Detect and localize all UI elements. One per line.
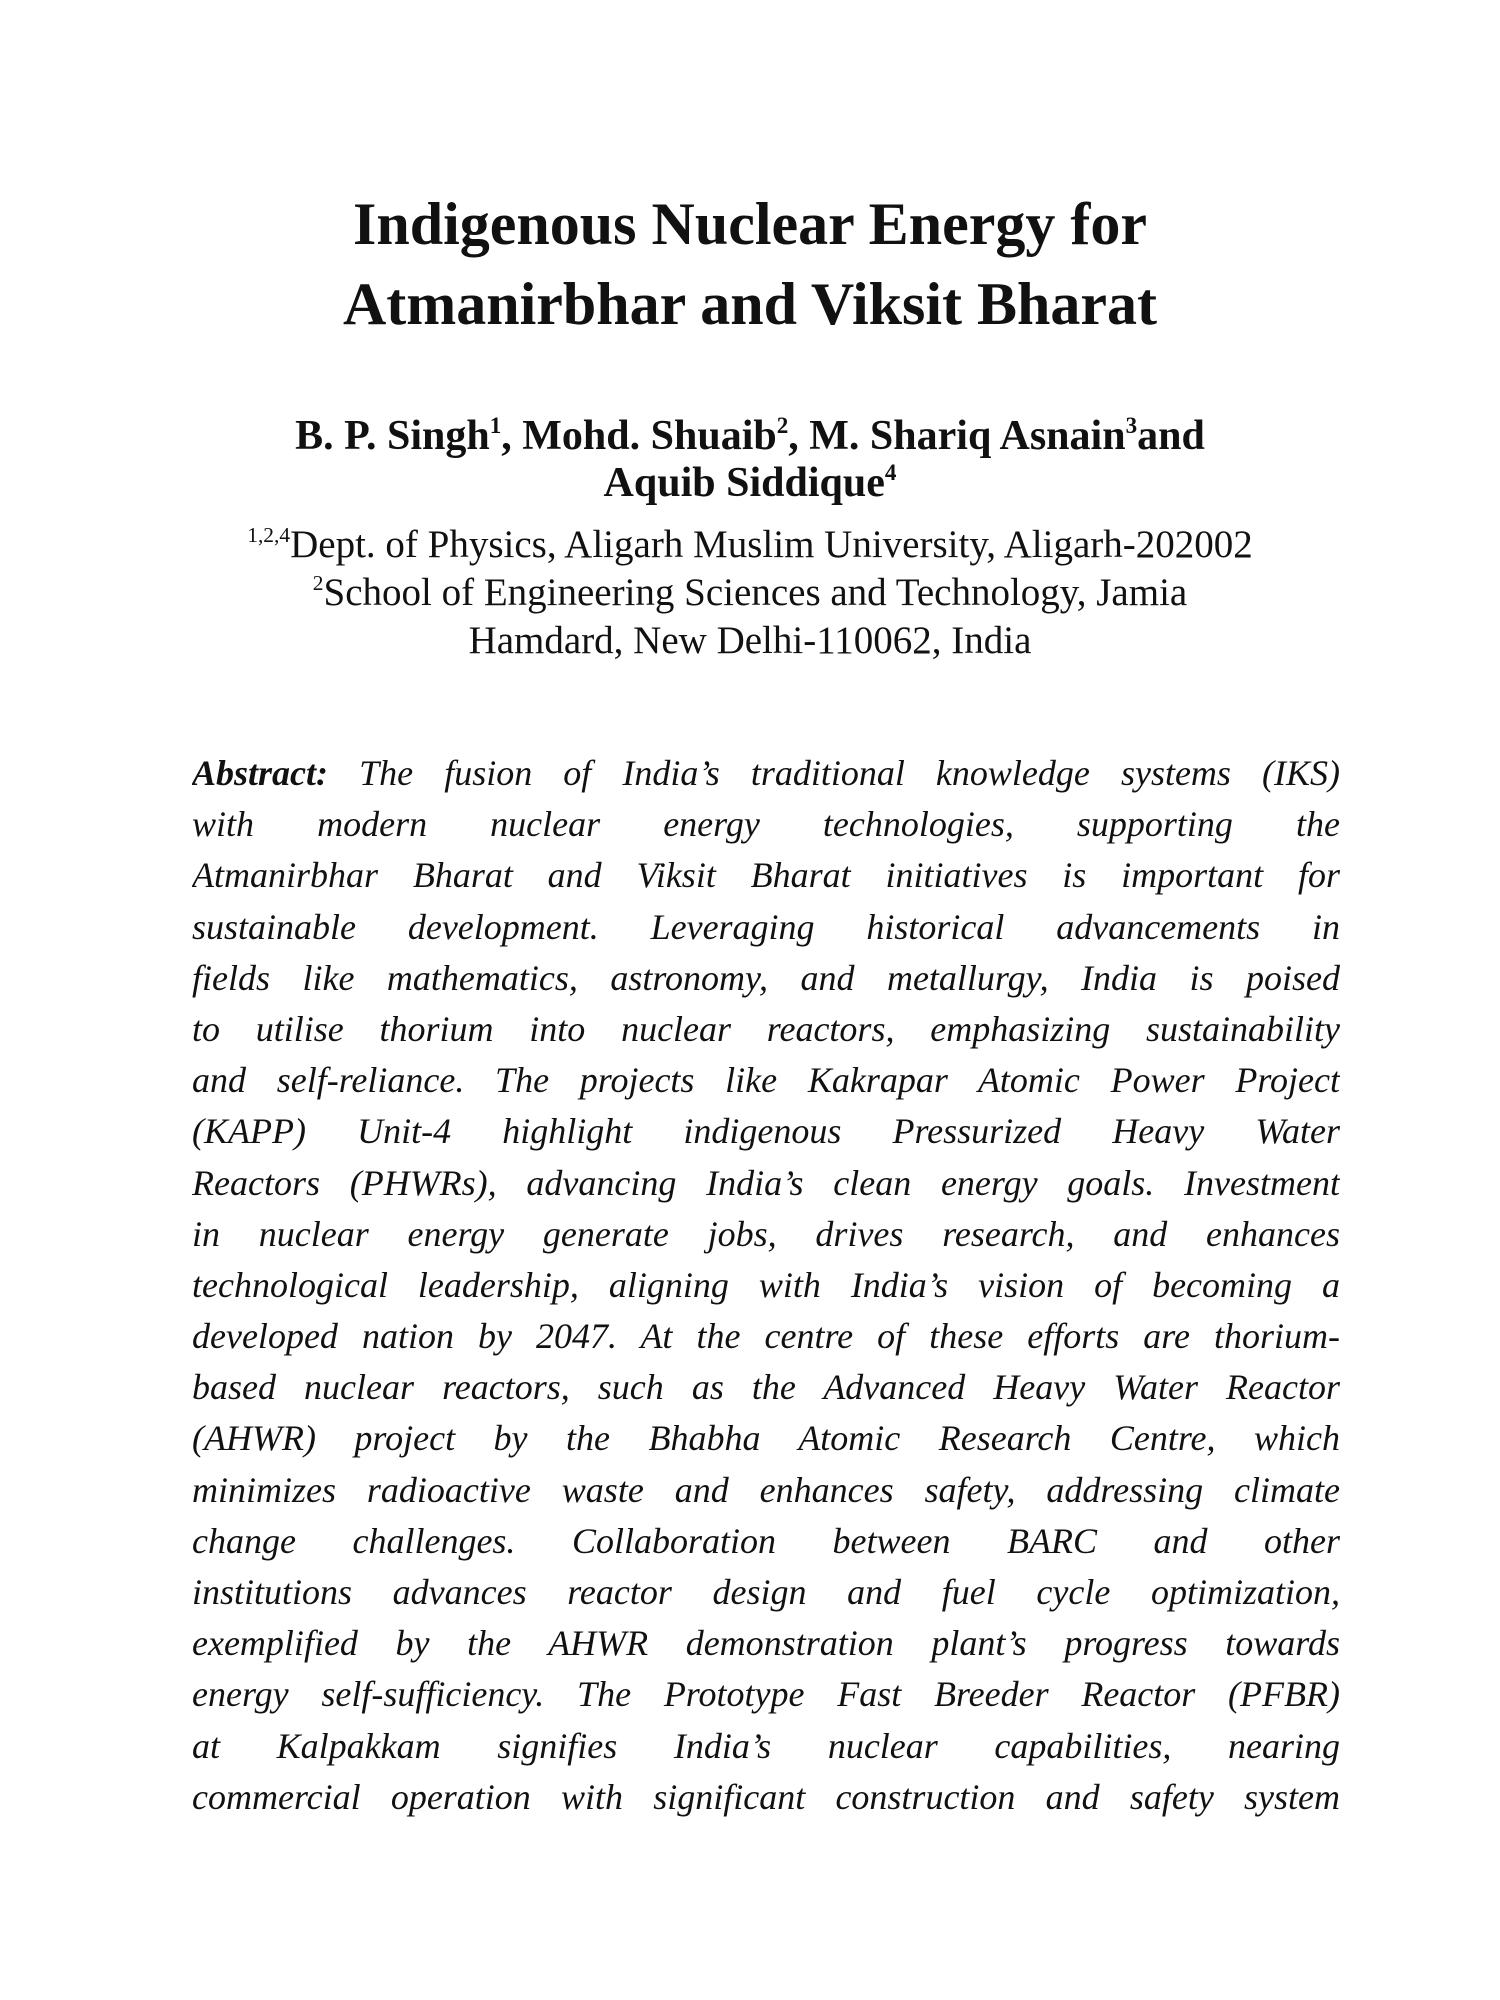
- affiliation-mark: 1,2,4: [247, 523, 291, 547]
- abstract-line: [192, 1055, 1340, 1106]
- abstract-line-text: technological leadership, aligning with India’s vision of becoming a: [192, 1264, 1340, 1305]
- abstract-line: [192, 850, 1340, 901]
- abstract-line-text: Atmanirbhar Bharat and Viksit Bharat initiatives is important for: [192, 855, 1340, 896]
- abstract-line: [192, 748, 1340, 799]
- abstract-line-text: with modern nuclear energy technologies, supporting the: [192, 804, 1340, 845]
- abstract-line-text: (AHWR) project by the Bhabha Atomic Research Centre, which: [192, 1418, 1340, 1459]
- abstract-line-text: The fusion of India’s traditional knowledge systems (IKS): [359, 753, 1340, 793]
- abstract-line: [192, 1260, 1340, 1311]
- abstract-line: [192, 1618, 1340, 1669]
- abstract-line: [192, 1413, 1340, 1464]
- affiliation-line: [0, 569, 1500, 617]
- affiliation-line: [0, 617, 1500, 665]
- author-name: Aquib Siddique: [603, 460, 885, 506]
- author-list: [0, 413, 1500, 507]
- affiliation-mark: 2: [312, 571, 324, 595]
- author-affil-mark: 1: [489, 411, 502, 438]
- abstract-line: [192, 1772, 1340, 1823]
- abstract-line-text: sustainable development. Leveraging historical advancements in: [192, 906, 1340, 947]
- abstract-line-text: minimizes radioactive waste and enhances safety, addressing climate: [192, 1469, 1340, 1510]
- affiliation-text: Dept. of Physics, Aligarh Muslim University, Aligarh-202002: [290, 523, 1253, 566]
- authors-line-2: [0, 460, 1500, 507]
- abstract-line: [192, 1004, 1340, 1055]
- abstract-line: [192, 902, 1340, 953]
- author-affil-mark: 2: [776, 411, 789, 438]
- abstract-line-text: (KAPP) Unit-4 highlight indigenous Pressurized Heavy Water: [192, 1111, 1340, 1152]
- author-affil-mark: 4: [884, 458, 897, 485]
- author-affil-mark: 3: [1125, 411, 1138, 438]
- affiliation-line: [0, 521, 1500, 569]
- abstract-line: [192, 1516, 1340, 1567]
- abstract-line: [192, 799, 1340, 850]
- abstract-line-text: at Kalpakkam signifies India’s nuclear capabilities, nearing: [192, 1725, 1340, 1766]
- abstract-line: [192, 1362, 1340, 1413]
- abstract-label: Abstract:: [192, 753, 329, 793]
- abstract-line: [192, 1209, 1340, 1260]
- abstract-line: [192, 953, 1340, 1004]
- abstract-line: [192, 1669, 1340, 1720]
- abstract-line-text: energy self-sufficiency. The Prototype Fast Breeder Reactor (PFBR): [192, 1674, 1340, 1715]
- author-name: B. P. Singh: [295, 413, 490, 459]
- author-name: , M. Shariq Asnain: [788, 413, 1126, 459]
- abstract-line: [192, 1158, 1340, 1209]
- abstract-line-text: based nuclear reactors, such as the Advanced Heavy Water Reactor: [192, 1367, 1340, 1408]
- authors-line-1: [0, 413, 1500, 460]
- abstract: [192, 748, 1340, 1823]
- abstract-line-text: fields like mathematics, astronomy, and metallurgy, India is poised: [192, 957, 1340, 998]
- affiliations: [0, 521, 1500, 665]
- abstract-line-text: Reactors (PHWRs), advancing India’s clean energy goals. Investment: [192, 1162, 1340, 1203]
- abstract-line: [192, 1567, 1340, 1618]
- abstract-line-text: change challenges. Collaboration between BARC and other: [192, 1520, 1340, 1561]
- author-name: , Mohd. Shuaib: [501, 413, 777, 459]
- affiliation-text: School of Engineering Sciences and Technology, Jamia: [323, 571, 1188, 614]
- abstract-line: [192, 1106, 1340, 1157]
- abstract-line-text: commercial operation with significant construction and safety system: [192, 1776, 1340, 1817]
- title-line-2: Atmanirbhar and Viksit Bharat: [342, 271, 1158, 337]
- author-conjunction: and: [1137, 413, 1205, 459]
- abstract-line-text: institutions advances reactor design and fuel cycle optimization,: [192, 1572, 1340, 1612]
- abstract-line: [192, 1721, 1340, 1772]
- abstract-line: [192, 1465, 1340, 1516]
- abstract-line-text: in nuclear energy generate jobs, drives research, and enhances: [192, 1213, 1340, 1254]
- title-line-1: Indigenous Nuclear Energy for: [353, 191, 1147, 257]
- paper-title: [0, 184, 1500, 344]
- abstract-line-text: to utilise thorium into nuclear reactors, emphasizing sustainability: [192, 1008, 1340, 1049]
- abstract-line-text: developed nation by 2047. At the centre of these efforts are thorium-: [192, 1316, 1340, 1357]
- abstract-line-text: exemplified by the AHWR demonstration plant’s progress towards: [192, 1623, 1340, 1664]
- affiliation-text: Hamdard, New Delhi-110062, India: [468, 619, 1032, 662]
- abstract-line: [192, 1311, 1340, 1362]
- abstract-line-text: and self-reliance. The projects like Kakrapar Atomic Power Project: [192, 1060, 1340, 1101]
